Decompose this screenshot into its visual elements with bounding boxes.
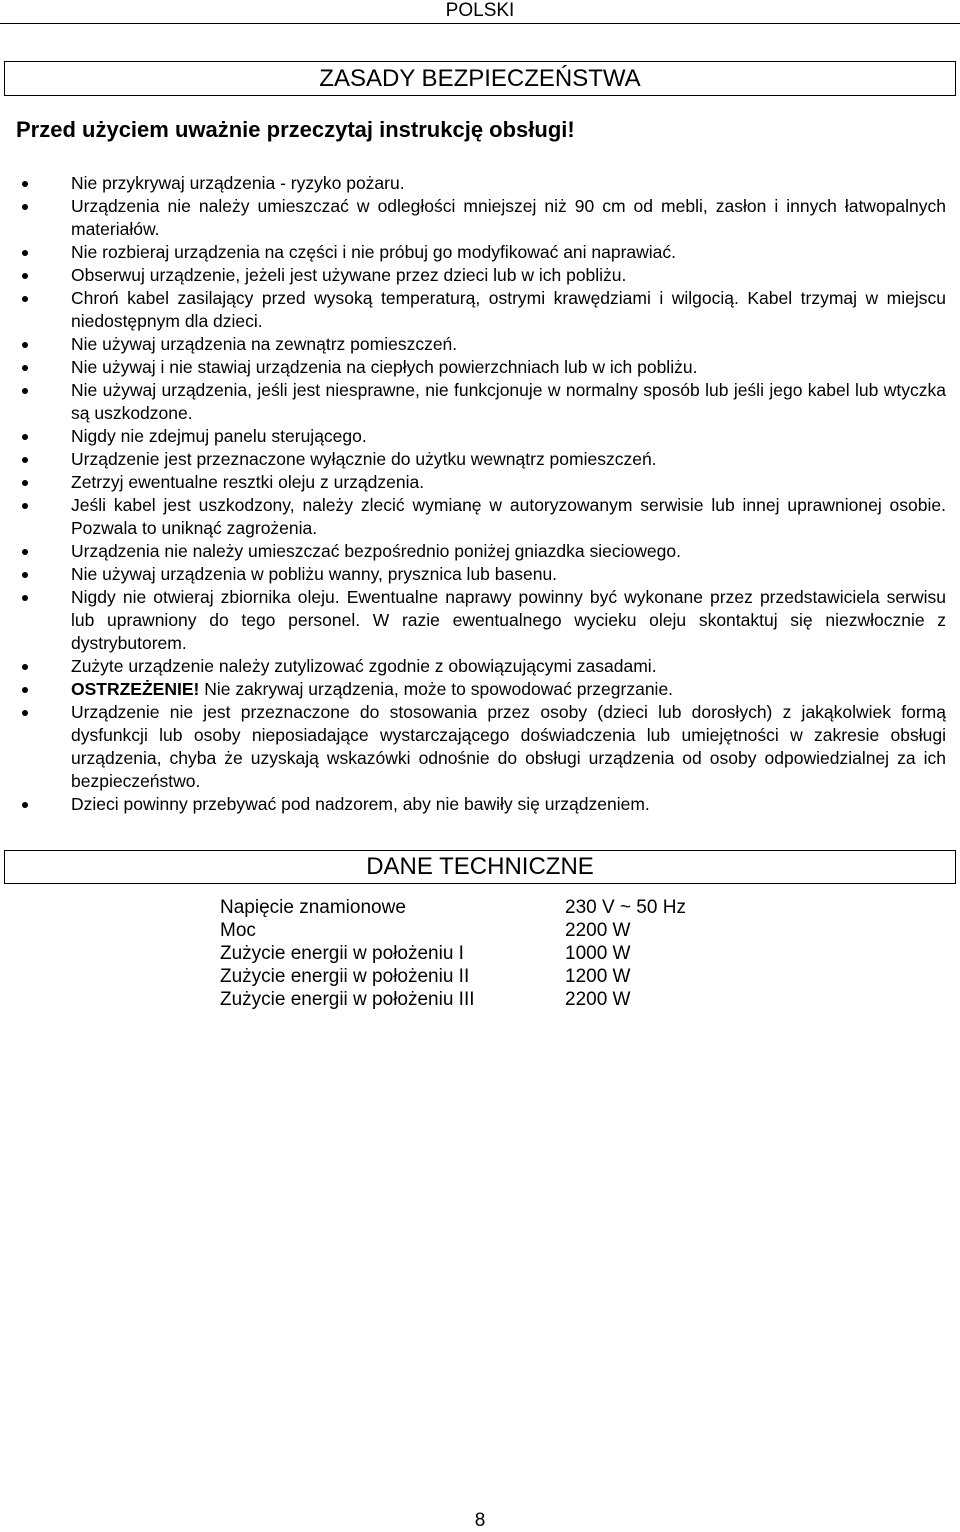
spec-row bbox=[220, 942, 631, 965]
spec-row bbox=[220, 919, 631, 942]
bullet-icon bbox=[22, 572, 28, 578]
safety-rule-item bbox=[0, 379, 960, 425]
spec-label: Moc bbox=[220, 920, 256, 941]
header-divider bbox=[0, 23, 960, 24]
safety-rule-item bbox=[0, 540, 960, 563]
spec-value: 1200 W bbox=[565, 966, 631, 987]
spec-value: 230 V ~ 50 Hz bbox=[565, 897, 686, 918]
safety-rule-text: Nie używaj urządzenia w pobliżu wanny, prysznica lub basenu. bbox=[71, 564, 558, 584]
spec-value: 2200 W bbox=[565, 989, 631, 1010]
safety-rule-text: Jeśli kabel jest uszkodzony, należy zlecić wymianę w autoryzowanym serwisie lub innej uprawnionej osobie. Pozwala to uniknąć zagrożenia. bbox=[71, 495, 946, 538]
safety-rule-text: Urządzenia nie należy umieszczać bezpośrednio poniżej gniazdka sieciowego. bbox=[71, 541, 681, 561]
safety-rule-item bbox=[0, 241, 960, 264]
technical-title: DANE TECHNICZNE bbox=[366, 853, 594, 880]
safety-rule-text: Obserwuj urządzenie, jeżeli jest używane przez dzieci lub w ich pobliżu. bbox=[71, 265, 627, 285]
safety-rule-item bbox=[0, 793, 960, 816]
bullet-icon bbox=[22, 480, 28, 486]
spec-label: Zużycie energii w położeniu II bbox=[220, 966, 470, 987]
warning-label: OSTRZEŻENIE! bbox=[71, 679, 200, 699]
safety-rule-item bbox=[0, 425, 960, 448]
safety-rule-text: Nie używaj i nie stawiaj urządzenia na ciepłych powierzchniach lub w ich pobliżu. bbox=[71, 357, 698, 377]
spec-row bbox=[220, 965, 631, 988]
bullet-icon bbox=[22, 365, 28, 371]
language-label: POLSKI bbox=[445, 0, 515, 21]
safety-rule-text: Zużyte urządzenie należy zutylizować zgodnie z obowiązującymi zasadami. bbox=[71, 656, 657, 676]
bullet-icon bbox=[22, 595, 28, 601]
bullet-icon bbox=[22, 457, 28, 463]
safety-rule-text: Urządzenie jest przeznaczone wyłącznie do użytku wewnątrz pomieszczeń. bbox=[71, 449, 657, 469]
safety-rule-item bbox=[0, 448, 960, 471]
bullet-icon bbox=[22, 710, 28, 716]
bullet-icon bbox=[22, 549, 28, 555]
spec-label: Zużycie energii w położeniu I bbox=[220, 943, 464, 964]
safety-rule-text: Nie używaj urządzenia, jeśli jest niesprawne, nie funkcjonuje w normalny sposób lub jeśli jego kabel lub wtyczka są uszkodzone. bbox=[71, 380, 946, 423]
safety-title-box bbox=[4, 61, 956, 96]
safety-rule-text: Zetrzyj ewentualne resztki oleju z urządzenia. bbox=[71, 472, 425, 492]
safety-rule-text: Nie zakrywaj urządzenia, może to spowodować przegrzanie. bbox=[199, 679, 674, 699]
safety-rule-text: Nie używaj urządzenia na zewnątrz pomieszczeń. bbox=[71, 334, 458, 354]
technical-title-box bbox=[4, 850, 956, 884]
safety-rule-text: Chroń kabel zasilający przed wysoką temperaturą, ostrymi krawędziami i wilgocią. Kabel trzymaj w miejscu niedostępnym dla dzieci. bbox=[71, 288, 946, 331]
safety-rule-item bbox=[0, 494, 960, 540]
bullet-icon bbox=[22, 802, 28, 808]
safety-rule-item bbox=[0, 655, 960, 678]
bullet-icon bbox=[22, 664, 28, 670]
safety-rule-text: Nie przykrywaj urządzenia - ryzyko pożaru. bbox=[71, 173, 405, 193]
spec-row bbox=[220, 896, 686, 919]
safety-title: ZASADY BEZPIECZEŃSTWA bbox=[319, 65, 641, 92]
bullet-icon bbox=[22, 273, 28, 279]
bullet-icon bbox=[22, 687, 28, 693]
bullet-icon bbox=[22, 388, 28, 394]
safety-rule-text: Nigdy nie otwieraj zbiornika oleju. Ewentualne naprawy powinny być wykonane przez przedstawiciela serwisu lub uprawniony do tego personel. W razie ewentualnego wycieku oleju skontaktuj się niezwłocznie z dystrybutorem. bbox=[71, 587, 946, 653]
instructions-notice: Przed użyciem uważnie przeczytaj instrukcję obsługi! bbox=[16, 117, 575, 142]
technical-specs-table bbox=[220, 896, 686, 1011]
spec-row bbox=[220, 988, 631, 1011]
safety-rule-item bbox=[0, 471, 960, 494]
bullet-icon bbox=[22, 434, 28, 440]
bullet-icon bbox=[22, 503, 28, 509]
bullet-icon bbox=[22, 181, 28, 187]
bullet-icon bbox=[22, 204, 28, 210]
safety-rule-text: Dzieci powinny przebywać pod nadzorem, aby nie bawiły się urządzeniem. bbox=[71, 794, 650, 814]
safety-rule-item bbox=[0, 678, 960, 701]
safety-rule-item bbox=[0, 195, 960, 241]
safety-rule-item bbox=[0, 333, 960, 356]
bullet-icon bbox=[22, 342, 28, 348]
spec-label: Napięcie znamionowe bbox=[220, 897, 406, 918]
page-number: 8 bbox=[474, 1510, 486, 1531]
safety-rule-item bbox=[0, 287, 960, 333]
bullet-icon bbox=[22, 296, 28, 302]
safety-rule-item bbox=[0, 563, 960, 586]
spec-value: 2200 W bbox=[565, 920, 631, 941]
spec-label: Zużycie energii w położeniu III bbox=[220, 989, 475, 1010]
safety-rule-item bbox=[0, 356, 960, 379]
safety-rule-item bbox=[0, 701, 960, 793]
safety-rule-text: Nigdy nie zdejmuj panelu sterującego. bbox=[71, 426, 367, 446]
safety-rule-text: Urządzenia nie należy umieszczać w odległości mniejszej niż 90 cm od mebli, zasłon i innych łatwopalnych materiałów. bbox=[71, 196, 946, 239]
spec-value: 1000 W bbox=[565, 943, 631, 964]
safety-rule-item bbox=[0, 172, 960, 195]
safety-rule-text: Nie rozbieraj urządzenia na części i nie próbuj go modyfikować ani naprawiać. bbox=[71, 242, 677, 262]
safety-rule-item bbox=[0, 264, 960, 287]
safety-rules-list bbox=[0, 172, 960, 816]
safety-rule-item bbox=[0, 586, 960, 655]
bullet-icon bbox=[22, 250, 28, 256]
safety-rule-text: Urządzenie nie jest przeznaczone do stosowania przez osoby (dzieci lub dorosłych) z jakąkolwiek formą dysfunkcji lub osoby nieposiadające wystarczającego doświadczenia lub umiejętności w zakresie obsługi urządzenia, chyba że uzyskają wskazówki odnośnie do obsługi urządzenia od osoby odpowiedzialnej za ich bezpieczeństwo. bbox=[71, 702, 946, 791]
